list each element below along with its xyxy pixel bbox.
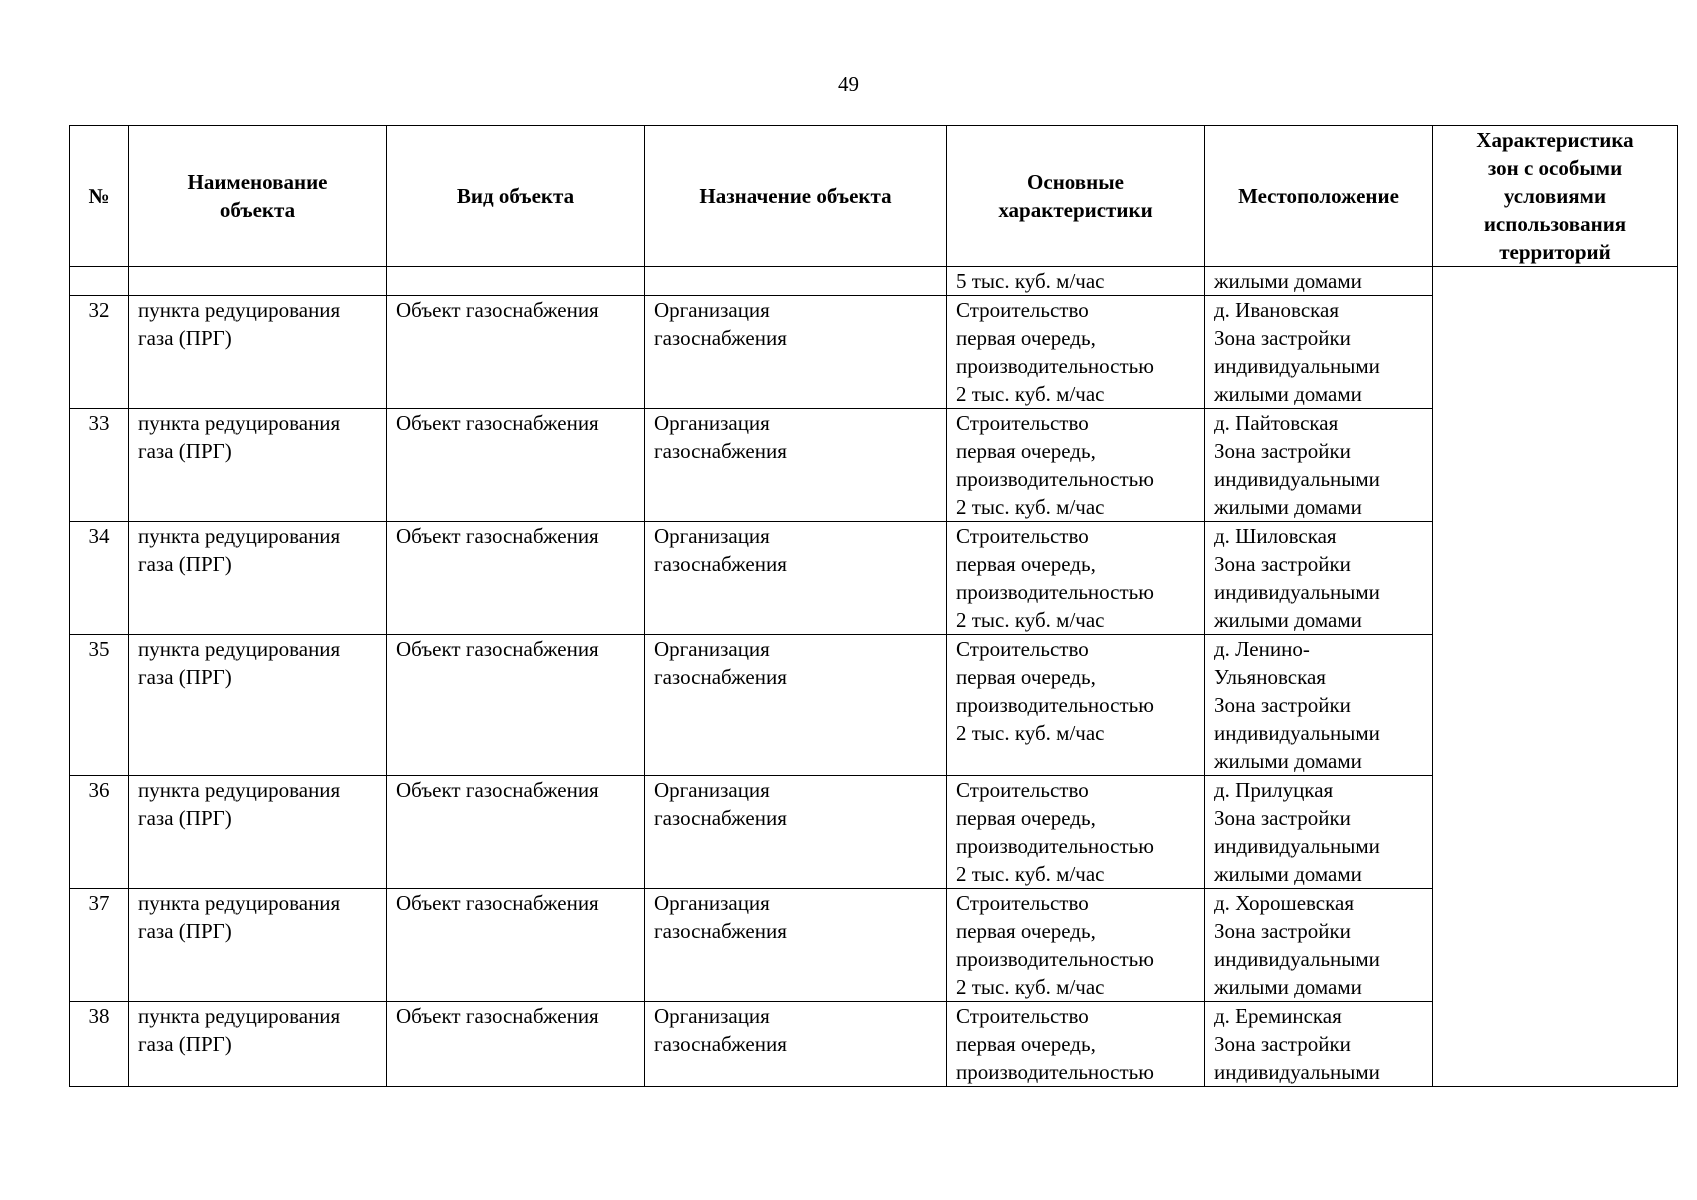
header-object-name (129, 126, 387, 267)
cell-location-line: Зона застройки (1214, 806, 1351, 830)
cell-characteristics-line: Строительство (956, 778, 1089, 802)
cell-location-line: Зона застройки (1214, 439, 1351, 463)
cell-characteristics-line: производительностью (956, 947, 1154, 971)
cell-object-purpose-line: газоснабжения (654, 806, 787, 830)
cell-location (1205, 635, 1433, 776)
cell-characteristics-line: производительностью (956, 834, 1154, 858)
cell-object-name-line: пункта редуцирования (138, 524, 341, 548)
cell-object-name-line: газа (ПРГ) (138, 919, 232, 943)
cell-characteristics (947, 409, 1205, 522)
cell-object-name (129, 776, 387, 889)
header-object-type-line: Вид объекта (456, 184, 575, 208)
cell-object-purpose-line: Организация (654, 298, 770, 322)
cell-location-line: жилыми домами (1214, 749, 1362, 773)
cell-object-purpose (645, 889, 947, 1002)
header-location (1205, 126, 1433, 267)
cell-location-line: индивидуальными (1214, 354, 1380, 378)
cell-characteristics-line: 2 тыс. куб. м/час (956, 862, 1105, 886)
header-object-name-line: объекта (219, 198, 296, 222)
header-object-type (387, 126, 645, 267)
cell-object-name-line: газа (ПРГ) (138, 1032, 232, 1056)
cell-object-name-line: газа (ПРГ) (138, 552, 232, 576)
cell-zone-characteristics (1433, 267, 1678, 1087)
cell-characteristics-line: производительностью (956, 1060, 1154, 1084)
cell-object-name-line: газа (ПРГ) (138, 665, 232, 689)
cell-location-line: индивидуальными (1214, 947, 1380, 971)
cell-object-purpose-line: газоснабжения (654, 439, 787, 463)
header-zone-characteristics-line: условиями (1503, 184, 1607, 208)
cell-object-name-line: газа (ПРГ) (138, 439, 232, 463)
cell-object-purpose (645, 296, 947, 409)
header-object-purpose (645, 126, 947, 267)
cell-location-line: д. Прилуцкая (1214, 778, 1334, 802)
cell-object-name (129, 522, 387, 635)
cell-object-purpose (645, 267, 947, 296)
cell-object-type (387, 267, 645, 296)
cell-location: жилыми домами (1205, 267, 1433, 296)
cell-object-purpose-line: Организация (654, 411, 770, 435)
cell-characteristics-line: 2 тыс. куб. м/час (956, 608, 1105, 632)
header-zone-characteristics (1433, 126, 1678, 267)
cell-location-line: Ульяновская (1214, 665, 1326, 689)
cell-object-purpose-line: Организация (654, 637, 770, 661)
cell-characteristics-line: Строительство (956, 411, 1089, 435)
cell-characteristics-line: Строительство (956, 891, 1089, 915)
header-zone-characteristics-line: использования (1483, 212, 1627, 236)
cell-object-purpose-line: газоснабжения (654, 326, 787, 350)
cell-object-purpose-line: газоснабжения (654, 919, 787, 943)
cell-object-name-line: пункта редуцирования (138, 891, 341, 915)
cell-number: 35 (70, 635, 129, 776)
cell-characteristics-line: производительностью (956, 693, 1154, 717)
cell-location-line: жилыми домами (1214, 975, 1362, 999)
cell-location-line: индивидуальными (1214, 467, 1380, 491)
objects-table (69, 125, 1678, 1087)
cell-location-line: д. Пайтовская (1214, 411, 1339, 435)
cell-object-name (129, 1002, 387, 1087)
header-main-characteristics-line: характеристики (998, 198, 1153, 222)
cell-object-name (129, 635, 387, 776)
cell-location-line: Зона застройки (1214, 552, 1351, 576)
cell-location (1205, 776, 1433, 889)
cell-characteristics (947, 776, 1205, 889)
cell-object-purpose-line: газоснабжения (654, 552, 787, 576)
cell-location-line: д. Хорошевская (1214, 891, 1354, 915)
cell-characteristics-line: производительностью (956, 580, 1154, 604)
cell-characteristics-line: первая очередь, (956, 665, 1096, 689)
cell-object-type: Объект газоснабжения (387, 776, 645, 889)
cell-object-name-line: пункта редуцирования (138, 637, 341, 661)
header-number (70, 126, 129, 267)
cell-object-name-line: пункта редуцирования (138, 298, 341, 322)
table-header-row (70, 126, 1678, 267)
cell-characteristics-line: 2 тыс. куб. м/час (956, 382, 1105, 406)
cell-object-name (129, 267, 387, 296)
header-location-line: Местоположение (1238, 184, 1399, 208)
cell-object-name (129, 889, 387, 1002)
cell-object-name (129, 409, 387, 522)
cell-object-name-line: пункта редуцирования (138, 411, 341, 435)
cell-location-line: индивидуальными (1214, 721, 1380, 745)
cell-characteristics: 5 тыс. куб. м/час (947, 267, 1205, 296)
cell-characteristics-line: первая очередь, (956, 1032, 1096, 1056)
cell-characteristics-line: 2 тыс. куб. м/час (956, 495, 1105, 519)
cell-location-line: индивидуальными (1214, 834, 1380, 858)
cell-object-type: Объект газоснабжения (387, 296, 645, 409)
cell-location-line: индивидуальными (1214, 1060, 1380, 1084)
cell-object-type: Объект газоснабжения (387, 409, 645, 522)
cell-characteristics-line: первая очередь, (956, 326, 1096, 350)
cell-number (70, 267, 129, 296)
cell-object-purpose-line: Организация (654, 891, 770, 915)
cell-location-line: Зона застройки (1214, 1032, 1351, 1056)
cell-object-purpose-line: Организация (654, 524, 770, 548)
header-main-characteristics (947, 126, 1205, 267)
cell-characteristics-line: Строительство (956, 298, 1089, 322)
cell-object-type: Объект газоснабжения (387, 1002, 645, 1087)
header-zone-characteristics-line: зон с особыми (1487, 156, 1623, 180)
cell-characteristics (947, 296, 1205, 409)
cell-location-line: д. Ленино- (1214, 637, 1310, 661)
cell-location-line: жилыми домами (1214, 495, 1362, 519)
cell-number: 37 (70, 889, 129, 1002)
cell-location (1205, 889, 1433, 1002)
cell-characteristics-line: первая очередь, (956, 806, 1096, 830)
cell-location-line: д. Ереминская (1214, 1004, 1342, 1028)
cell-object-name (129, 296, 387, 409)
cell-characteristics (947, 635, 1205, 776)
cell-object-name-line: газа (ПРГ) (138, 806, 232, 830)
cell-number: 38 (70, 1002, 129, 1087)
cell-characteristics-line: 2 тыс. куб. м/час (956, 721, 1105, 745)
cell-object-name-line: пункта редуцирования (138, 778, 341, 802)
cell-location-line: д. Ивановская (1214, 298, 1340, 322)
table-row-continuation (70, 267, 1678, 296)
cell-object-purpose-line: газоснабжения (654, 665, 787, 689)
header-object-name-line: Наименование (187, 170, 328, 194)
cell-characteristics-line: первая очередь, (956, 919, 1096, 943)
cell-characteristics-line: Строительство (956, 1004, 1089, 1028)
header-main-characteristics-line: Основные (1027, 170, 1124, 194)
cell-characteristics-line: первая очередь, (956, 439, 1096, 463)
cell-location (1205, 409, 1433, 522)
cell-number: 33 (70, 409, 129, 522)
cell-object-purpose (645, 635, 947, 776)
cell-number: 34 (70, 522, 129, 635)
cell-object-type: Объект газоснабжения (387, 889, 645, 1002)
cell-location-line: Зона застройки (1214, 693, 1351, 717)
cell-number: 32 (70, 296, 129, 409)
header-object-purpose-line: Назначение объекта (699, 184, 892, 208)
header-zone-characteristics-line: Характеристика (1476, 128, 1634, 152)
cell-object-purpose (645, 1002, 947, 1087)
header-number-line: № (88, 184, 110, 208)
cell-characteristics-line: первая очередь, (956, 552, 1096, 576)
cell-location (1205, 522, 1433, 635)
cell-object-purpose-line: Организация (654, 778, 770, 802)
header-zone-characteristics-line: территорий (1499, 240, 1611, 264)
cell-location-line: жилыми домами (1214, 382, 1362, 406)
page-number: 49 (838, 72, 859, 96)
cell-characteristics-line: производительностью (956, 467, 1154, 491)
cell-location-line: д. Шиловская (1214, 524, 1337, 548)
cell-characteristics (947, 1002, 1205, 1087)
cell-object-purpose (645, 409, 947, 522)
cell-location-line: жилыми домами (1214, 862, 1362, 886)
cell-object-type: Объект газоснабжения (387, 522, 645, 635)
cell-location-line: Зона застройки (1214, 326, 1351, 350)
cell-object-purpose (645, 522, 947, 635)
cell-object-purpose-line: Организация (654, 1004, 770, 1028)
cell-characteristics-line: Строительство (956, 524, 1089, 548)
cell-location (1205, 1002, 1433, 1087)
cell-object-name-line: пункта редуцирования (138, 1004, 341, 1028)
cell-number: 36 (70, 776, 129, 889)
cell-object-purpose (645, 776, 947, 889)
cell-characteristics-line: производительностью (956, 354, 1154, 378)
cell-characteristics (947, 522, 1205, 635)
cell-object-name-line: газа (ПРГ) (138, 326, 232, 350)
cell-characteristics (947, 889, 1205, 1002)
cell-characteristics-line: Строительство (956, 637, 1089, 661)
cell-object-purpose-line: газоснабжения (654, 1032, 787, 1056)
cell-location-line: Зона застройки (1214, 919, 1351, 943)
cell-location-line: индивидуальными (1214, 580, 1380, 604)
cell-location-line: жилыми домами (1214, 608, 1362, 632)
cell-characteristics-line: 2 тыс. куб. м/час (956, 975, 1105, 999)
cell-object-type: Объект газоснабжения (387, 635, 645, 776)
cell-location (1205, 296, 1433, 409)
